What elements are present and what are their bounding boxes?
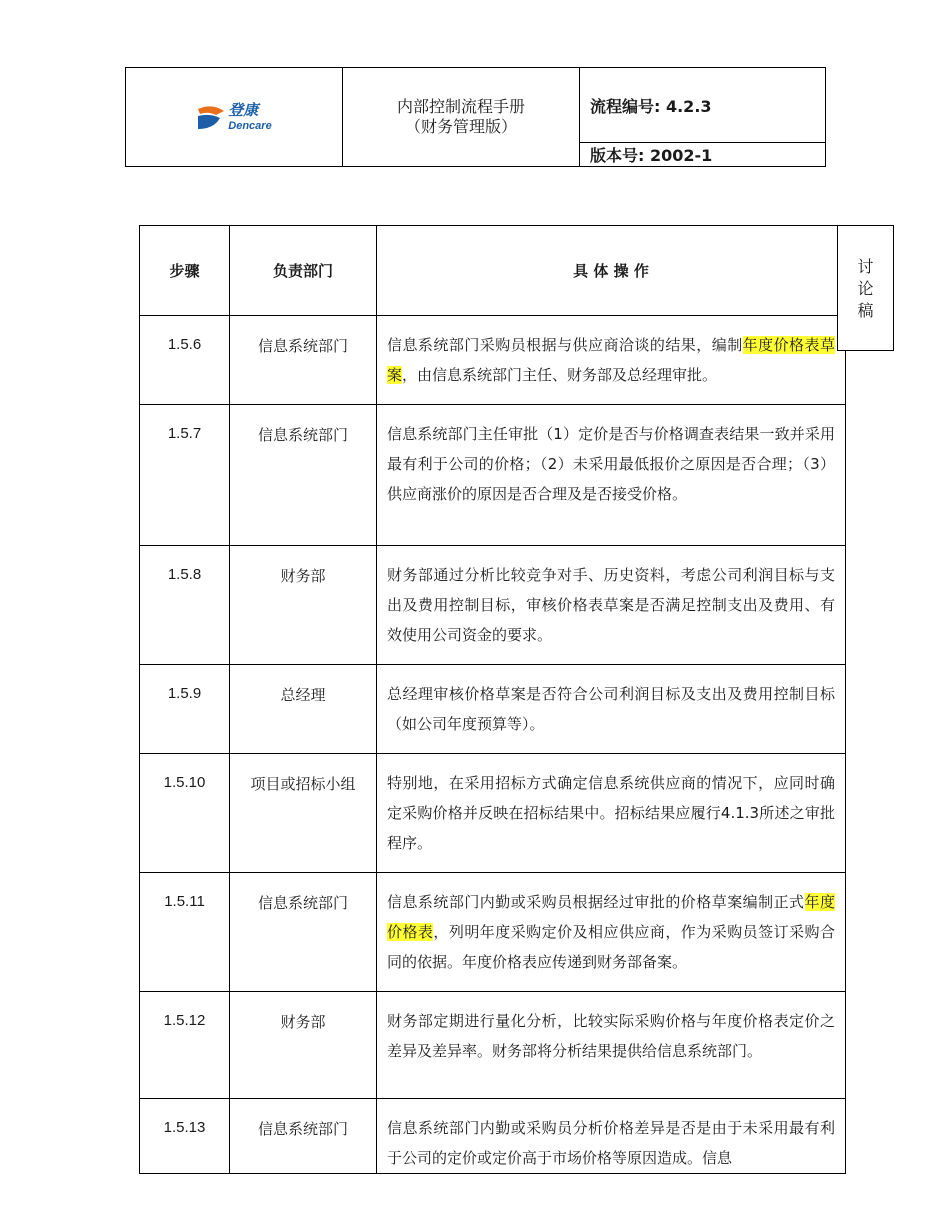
table-row <box>140 873 846 992</box>
operation-text: 信息系统部门内勤或采购员根据经过审批的价格草案编制正式 <box>387 893 805 911</box>
manual-title-cell <box>343 68 580 167</box>
operation-description <box>377 316 846 405</box>
responsible-department: 信息系统部门 <box>230 316 377 405</box>
operation-description <box>377 665 846 754</box>
operation-description <box>377 754 846 873</box>
operation-text: 总经理审核价格草案是否符合公司利润目标及支出及费用控制目标（如公司年度预算等）。 <box>387 685 835 733</box>
operation-text: 信息系统部门采购员根据与供应商洽谈的结果，编制 <box>387 336 743 354</box>
header-operation: 具 体 操 作 <box>377 226 846 316</box>
table-row <box>140 754 846 873</box>
table-row <box>140 992 846 1099</box>
responsible-department: 信息系统部门 <box>230 1099 377 1174</box>
operation-description <box>377 873 846 992</box>
logo-cell <box>126 68 343 167</box>
highlighted-term: 年度价格表 <box>387 893 835 941</box>
operation-description <box>377 405 846 546</box>
manual-subtitle: （财务管理版） <box>404 117 517 136</box>
step-number: 1.5.8 <box>140 546 230 665</box>
responsible-department: 总经理 <box>230 665 377 754</box>
process-number: 流程编号: 4.2.3 <box>580 68 826 143</box>
document-header <box>125 67 826 167</box>
step-number: 1.5.13 <box>140 1099 230 1174</box>
operation-text: 财务部定期进行量化分析，比较实际采购价格与年度价格表定价之差异及差异率。财务部将分析结果提供给信息系统部门。 <box>387 1012 835 1060</box>
table-header-row <box>140 226 846 316</box>
operation-description <box>377 546 846 665</box>
table-row <box>140 405 846 546</box>
version-number: 版本号: 2002-1 <box>580 143 826 167</box>
operation-text: 特别地，在采用招标方式确定信息系统供应商的情况下，应同时确定采购价格并反映在招标结果中。招标结果应履行4.1.3所述之审批程序。 <box>387 774 835 852</box>
table-row <box>140 316 846 405</box>
step-number: 1.5.11 <box>140 873 230 992</box>
step-number: 1.5.6 <box>140 316 230 405</box>
operation-description <box>377 1099 846 1174</box>
step-number: 1.5.10 <box>140 754 230 873</box>
manual-title: 内部控制流程手册 <box>396 97 525 116</box>
operation-text: 财务部通过分析比较竞争对手、历史资料，考虑公司利润目标与支出及费用控制目标，审核价格表草案是否满足控制支出及费用、有效使用公司资金的要求。 <box>387 566 835 644</box>
step-number: 1.5.7 <box>140 405 230 546</box>
table-row <box>140 1099 846 1174</box>
logo-english-name: Dencare <box>228 120 272 132</box>
operation-description <box>377 992 846 1099</box>
logo-chinese-name: 登康 <box>228 101 259 119</box>
operation-text: 信息系统部门主任审批（1）定价是否与价格调查表结果一致并采用最有利于公司的价格；（2）未采用最低报价之原因是否合理；（3）供应商涨价的原因是否合理及是否接受价格。 <box>387 425 835 503</box>
operation-text: 信息系统部门内勤或采购员分析价格差异是否是由于未采用最有利于公司的定价或定价高于市场价格等原因造成。信息 <box>387 1119 835 1167</box>
step-number: 1.5.9 <box>140 665 230 754</box>
responsible-department: 财务部 <box>230 992 377 1099</box>
procedure-table <box>139 225 846 1174</box>
responsible-department: 项目或招标小组 <box>230 754 377 873</box>
responsible-department: 信息系统部门 <box>230 873 377 992</box>
table-row <box>140 665 846 754</box>
draft-stamp <box>837 225 894 351</box>
draft-label: 讨 论 稿 <box>857 257 874 320</box>
header-step: 步骤 <box>140 226 230 316</box>
responsible-department: 财务部 <box>230 546 377 665</box>
dencare-logo-icon <box>196 105 226 131</box>
operation-text: ，由信息系统部门主任、财务部及总经理审批。 <box>402 366 718 384</box>
company-logo <box>196 103 271 133</box>
table-row <box>140 546 846 665</box>
responsible-department: 信息系统部门 <box>230 405 377 546</box>
header-department: 负责部门 <box>230 226 377 316</box>
highlighted-term: 年度价格表草案 <box>387 336 835 384</box>
step-number: 1.5.12 <box>140 992 230 1099</box>
operation-text: ，列明年度采购定价及相应供应商，作为采购员签订采购合同的依据。年度价格表应传递到财务部备案。 <box>387 923 835 971</box>
